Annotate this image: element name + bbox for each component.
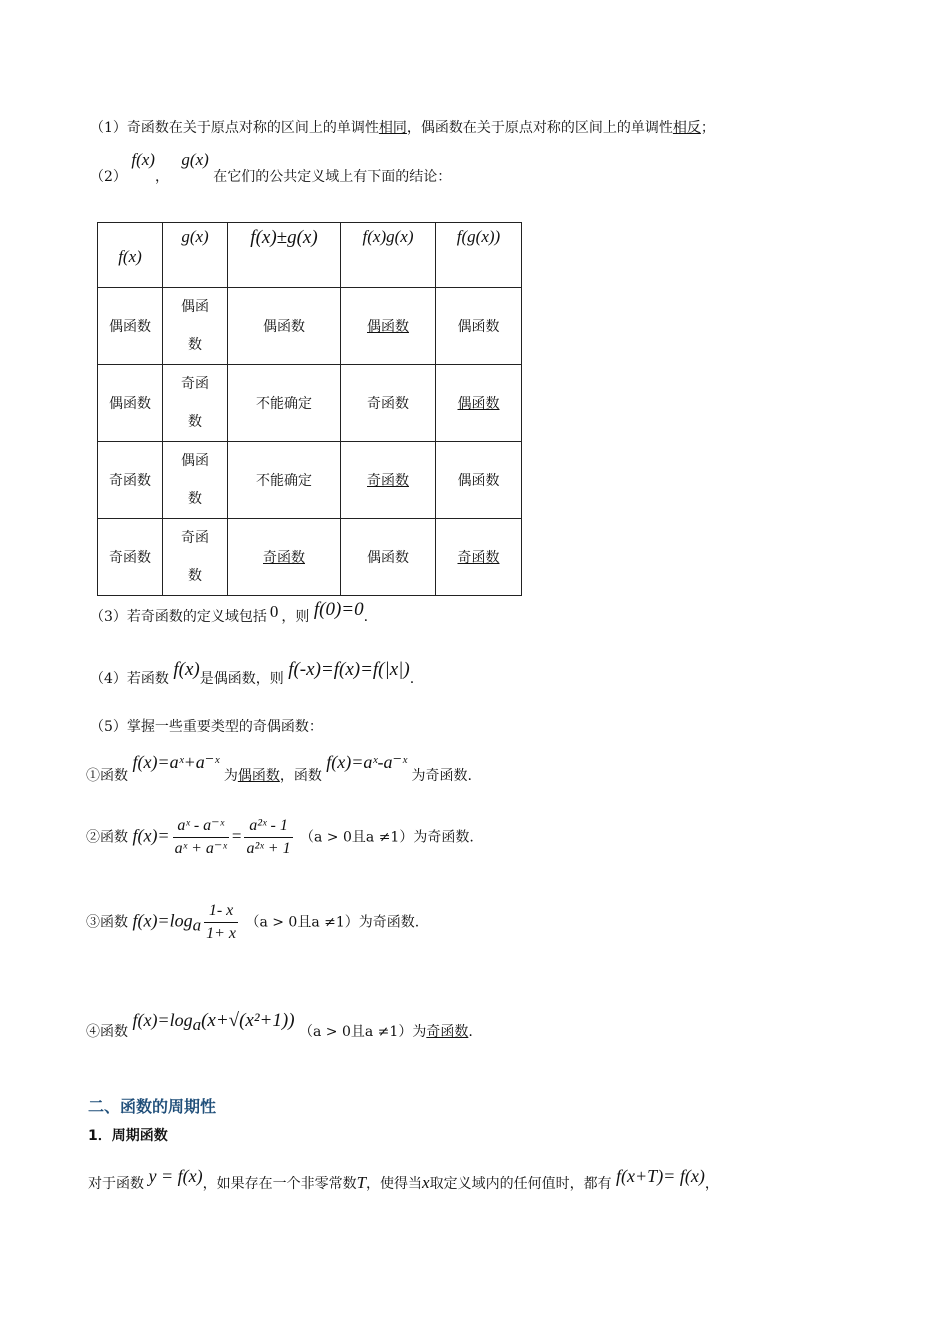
formula-log-sqrt: (x+√(x²+1)) [201,1010,295,1031]
formula-odd-exp: f(x)=aˣ-a⁻ˣ [326,752,408,772]
underlined-same: 相同 [378,120,407,136]
formula-f0: f(0)=0 [313,599,364,620]
header-composite: f(g(x)) [436,223,522,288]
underlined-opposite: 相反 [672,120,701,136]
paragraph-5: （5）掌握一些重要类型的奇偶函数： [90,719,323,735]
table-row: 偶函数 奇函数 不能确定 奇函数 偶函数 [98,365,522,442]
table-row: 奇函数 偶函数 不能确定 奇函数 偶函数 [98,442,522,519]
paragraph-4: （4）若函数 f(x)是偶函数，则 f(-x)=f(x)=f(|x|). [90,659,415,687]
p1-mid: ，偶函数在关于原点对称的区间上的单调性 [406,120,673,136]
p1-end: ； [700,120,715,136]
section-title: 二、函数的周期性 [88,1097,217,1116]
header-product: f(x)g(x) [341,223,436,288]
p2-f: f(x) [131,150,155,169]
fraction-log: $\frac{1- x}{1+ x}$ [206,902,236,942]
formula-even-exp: f(x)=aˣ+a⁻ˣ [132,752,220,772]
table-row: 奇函数 奇函数 奇函数 偶函数 奇函数 [98,519,522,596]
item-2: ②函数 f(x)= $\frac{\text{aˣ - a⁻ˣ}}{\text{aˣ + a⁻ˣ}}$ = $\frac{\text{a²ˣ - 1}}{\text{a²ˣ + 1}}$ （a > 0且a ≠1）为奇函数. [86,815,474,865]
definition-paragraph: 对于函数 y = f(x)，如果存在一个非零常数T，使得当x取定义域内的任何值时，都有 f(x+T)= f(x)， [88,1166,719,1192]
header-g: g(x) [163,223,228,288]
formula-even: f(-x)=f(x)=f(|x|) [288,659,410,680]
paragraph-1 [90,118,715,138]
table-row: 偶函数 偶函数 偶函数 偶函数 偶函数 [98,288,522,365]
parity-table [97,222,522,596]
p2-suffix: 在它们的公共定义域上有下面的结论： [213,169,452,185]
item-1: ①函数 f(x)=aˣ+a⁻ˣ 为偶函数，函数 f(x)=aˣ-a⁻ˣ 为奇函数. [86,752,472,784]
fraction-2: $\frac{\text{a²ˣ - 1}}{\text{a²ˣ + 1}}$ [246,817,291,857]
p2-sep: ， [154,169,169,185]
p1-text: （1）奇函数在关于原点对称的区间上的单调性 [90,120,379,136]
header-f: f(x) [98,223,163,288]
p2-g: g(x) [181,150,209,169]
fraction-1: $\frac{\text{aˣ - a⁻ˣ}}{\text{aˣ + a⁻ˣ}}$ [174,817,227,857]
subsection-title: 1．周期函数 [88,1128,168,1144]
paragraph-3: （3）若奇函数的定义域包括 0 ，则 f(0)=0. [90,599,369,625]
item-4: ④函数 $f(x)=\log_a(x+√(x^2+1)) (a > 0$且a ≠1）为奇函数. [86,1010,473,1040]
table-header-row [98,223,522,288]
header-sum: f(x)±g(x) [228,223,341,288]
paragraph-2 [90,152,451,184]
item-3: ③函数 $f(x)=\log_a$ $\frac{1- x}{1+ x}$ （a > 0且a ≠1）为奇函数. [86,900,419,950]
p2-prefix: （2） [90,169,127,185]
